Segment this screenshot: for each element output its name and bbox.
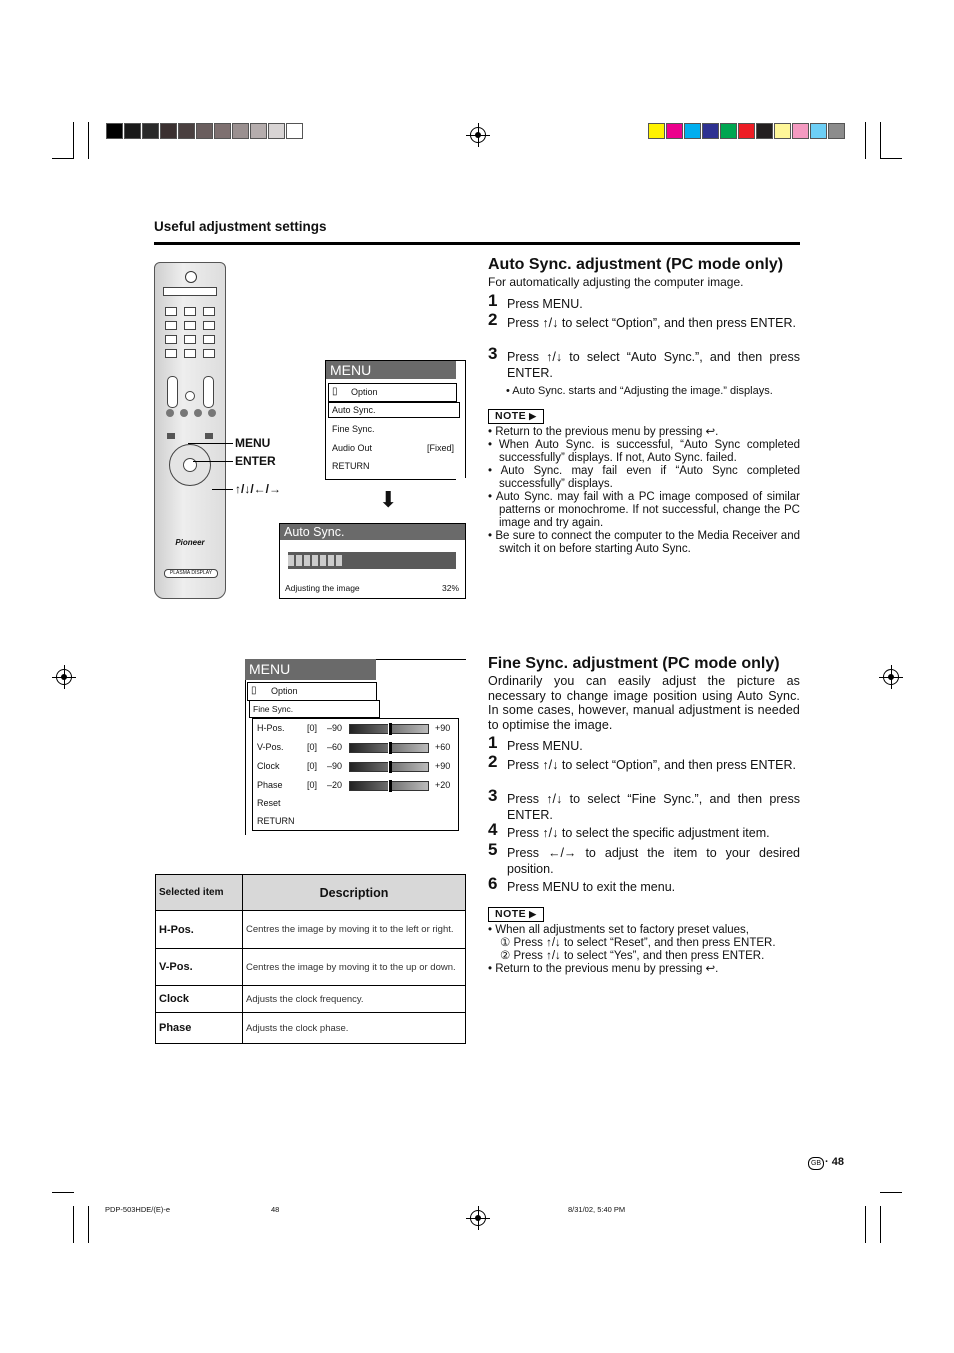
remote-menu-label: MENU	[235, 436, 271, 450]
note-text: Return to the previous menu by pressing ↩.	[495, 963, 719, 975]
fine-row-max: +60	[435, 742, 451, 752]
color-swatch	[756, 123, 773, 139]
plasma-display-label: PLASMA DISPLAY	[164, 569, 218, 578]
auto-note: NOTE ▶ • Return to the previous menu by pressing ↩. • When Auto Sync. is successful, “Auto Sync completed successfully” displays. If not, Auto Sync. failed. • Auto Sync. may fail even if “Auto Sync completed successfully” displays. • Auto Sync. may fail with a PC image composed of similar patterns or monochrome. If not successful, change the PC image and try again. • Be sure to connect the computer to the Media Receiver and switch it on before starting Auto Sync.	[488, 409, 800, 556]
registration-mark	[470, 1210, 486, 1226]
fine-row-name: V-Pos.	[257, 742, 284, 752]
menu-item-audio-out: Audio Out	[332, 443, 373, 453]
table-row: Clock Adjusts the clock frequency.	[156, 986, 466, 1013]
menu2-fine-sync: Fine Sync.	[253, 704, 294, 714]
callout-line	[188, 443, 233, 444]
page-number: · 48	[825, 1156, 844, 1168]
region-badge: GB	[808, 1157, 824, 1170]
brand-logo: Pioneer	[175, 538, 205, 547]
fine-row-min: –90	[327, 761, 343, 771]
footer-date: 8/31/02, 5:40 PM	[568, 1205, 626, 1214]
menu2-return: RETURN	[257, 816, 295, 826]
note-text: ② Press ↑/↓ to select “Yes”, and then press ENTER.	[500, 950, 765, 962]
fine-step-6: 6 Press MENU to exit the menu.	[488, 874, 676, 894]
table-row: H-Pos. Centres the image by moving it to the left or right.	[156, 911, 466, 949]
crop-mark	[88, 1206, 89, 1243]
gray-swatch	[178, 123, 195, 139]
option-icon: ▯	[332, 386, 338, 397]
fine-step-5: 5 Press ←/→ to adjust the item to your desired position.	[488, 840, 800, 876]
auto-sync-heading: Auto Sync. adjustment (PC mode only)	[488, 256, 784, 273]
menu-item-auto-sync: Auto Sync.	[332, 405, 376, 415]
remote-control	[154, 262, 226, 599]
fine-row-min: –20	[327, 780, 343, 790]
footer-number: 48	[271, 1205, 280, 1214]
fine-row-value: [0]	[307, 742, 318, 752]
gray-swatch	[214, 123, 231, 139]
table-header: Description	[243, 875, 466, 911]
note-text: Be sure to connect the computer to the Media Receiver and switch it on before starting Auto Sync.	[495, 530, 800, 555]
menu-screen	[325, 360, 456, 480]
fine-row-value: [0]	[307, 723, 318, 733]
menu-header: MENU	[326, 361, 456, 379]
fine-row-name: Phase	[257, 780, 283, 790]
crop-mark	[73, 122, 74, 159]
menu-option: Option	[351, 387, 378, 397]
fine-note: NOTE ▶ • When all adjustments set to factory preset values, ① Press ↑/↓ to select “Reset”, and then press ENTER. ② Press ↑/↓ to select “Yes”, and then press ENTER. • Return to the previous menu by pressing ↩.	[488, 907, 800, 976]
fine-row-slider	[349, 724, 429, 734]
registration-mark	[470, 127, 486, 143]
crop-mark	[865, 122, 866, 159]
channel-rocker	[203, 376, 214, 408]
fine-step-4: 4 Press ↑/↓ to select the specific adjustment item.	[488, 820, 770, 840]
menu2-header: MENU	[245, 659, 376, 678]
gray-swatch	[124, 123, 141, 139]
color-swatch	[738, 123, 755, 139]
registration-mark	[883, 669, 899, 685]
gray-swatch	[142, 123, 159, 139]
note-text: Auto Sync. may fail even if “Auto Sync completed successfully” displays.	[499, 465, 800, 490]
note-label: NOTE ▶	[488, 409, 544, 424]
menu2-header-box	[245, 659, 376, 680]
gray-swatch	[196, 123, 213, 139]
note-text: ① Press ↑/↓ to select “Reset”, and then press ENTER.	[500, 937, 776, 949]
gray-swatch	[106, 123, 123, 139]
fine-sync-panel	[252, 718, 459, 831]
auto-step-3: 3 Press ↑/↓ to select “Auto Sync.”, and then press ENTER.	[488, 344, 800, 380]
note-text: When Auto Sync. is successful, “Auto Sync completed successfully” displays. If not, Auto Sync. failed.	[498, 439, 800, 464]
section-rule	[154, 242, 800, 245]
fine-row-name: Clock	[257, 761, 280, 771]
auto-sync-intro: For automatically adjusting the computer image.	[488, 275, 744, 289]
fine-step-1: 1 Press MENU.	[488, 733, 583, 753]
progress-fill	[288, 555, 342, 566]
gray-swatch	[160, 123, 177, 139]
volume-rocker	[167, 376, 178, 408]
fine-row-max: +90	[435, 723, 451, 733]
audio-out-value: [Fixed]	[427, 443, 455, 453]
auto-step-1: 1 Press MENU.	[488, 291, 583, 311]
fine-row-value: [0]	[307, 761, 318, 771]
menu2-option: Option	[271, 686, 298, 696]
crop-mark	[52, 1192, 74, 1193]
color-swatch	[666, 123, 683, 139]
table-row: V-Pos. Centres the image by moving it to the up or down.	[156, 949, 466, 986]
crop-mark	[88, 122, 89, 159]
note-label: NOTE ▶	[488, 907, 544, 922]
gray-swatch	[268, 123, 285, 139]
fine-row-max: +20	[435, 780, 451, 790]
color-swatch	[702, 123, 719, 139]
gray-swatch	[232, 123, 249, 139]
color-swatch	[720, 123, 737, 139]
crop-mark	[880, 158, 902, 159]
color-swatch	[810, 123, 827, 139]
fine-row-max: +90	[435, 761, 451, 771]
section-title: Useful adjustment settings	[154, 219, 327, 234]
crop-mark	[880, 122, 881, 159]
callout-line	[212, 489, 233, 490]
fine-row-min: –60	[327, 742, 343, 752]
description-table	[155, 874, 466, 1044]
crop-mark	[865, 1206, 866, 1243]
down-arrow-icon: ⬇	[379, 487, 398, 512]
auto-sync-screen	[279, 523, 466, 599]
option-icon: ▯	[251, 685, 257, 696]
fine-row-name: H-Pos.	[257, 723, 285, 733]
fine-sync-heading: Fine Sync. adjustment (PC mode only)	[488, 655, 780, 672]
fine-step-2: 2 Press ↑/↓ to select “Option”, and then press ENTER.	[488, 752, 797, 772]
callout-line	[193, 461, 233, 462]
note-text: Auto Sync. may fail with a PC image composed of similar patterns or monochrome. If not successful, change the PC image and try again.	[495, 491, 800, 529]
crop-mark	[52, 158, 74, 159]
fine-row-min: –90	[327, 723, 343, 733]
menu2-reset: Reset	[257, 798, 281, 808]
crop-mark	[73, 1206, 74, 1243]
input-buttons	[163, 287, 217, 296]
fine-row-value: [0]	[307, 780, 318, 790]
fine-row-slider	[349, 781, 429, 791]
gray-swatch	[286, 123, 303, 139]
table-row: Phase Adjusts the clock phase.	[156, 1013, 466, 1044]
power-icon	[185, 271, 197, 283]
note-text: When all adjustments set to factory preset values,	[495, 924, 749, 936]
auto-sub-bullet: • Auto Sync. starts and “Adjusting the image.” displays.	[506, 385, 773, 397]
auto-step-2: 2 Press ↑/↓ to select “Option”, and then press ENTER.	[488, 310, 797, 330]
progress-percent: 32%	[441, 583, 459, 593]
menu-item-return: RETURN	[332, 461, 370, 471]
registration-mark	[56, 669, 72, 685]
fine-row-slider	[349, 743, 429, 753]
auto-sync-header: Auto Sync.	[280, 524, 465, 540]
menu-item-fine-sync: Fine Sync.	[332, 424, 375, 434]
footer-filename: PDP-503HDE/(E)-e	[105, 1205, 171, 1214]
fine-step-3: 3 Press ↑/↓ to select “Fine Sync.”, and then press ENTER.	[488, 786, 800, 822]
gray-swatch	[250, 123, 267, 139]
table-header: Selected item	[156, 875, 243, 911]
progress-bar	[288, 552, 456, 569]
remote-enter-label: ENTER	[235, 454, 276, 468]
progress-label: Adjusting the image	[285, 583, 360, 593]
color-swatch	[648, 123, 665, 139]
fine-sync-intro: Ordinarily you can easily adjust the picture as necessary to change image position using Auto Sync. In some cases, however, manual adjustment is needed to optimise the image.	[488, 674, 800, 732]
note-text: Return to the previous menu by pressing ↩.	[495, 426, 719, 438]
fine-row-slider	[349, 762, 429, 772]
crop-mark	[880, 1206, 881, 1243]
color-swatch	[828, 123, 845, 139]
color-swatch	[684, 123, 701, 139]
crop-mark	[880, 1192, 902, 1193]
color-swatch	[774, 123, 791, 139]
color-swatch	[792, 123, 809, 139]
remote-arrows-label: ↑/↓/←/→	[235, 482, 282, 496]
